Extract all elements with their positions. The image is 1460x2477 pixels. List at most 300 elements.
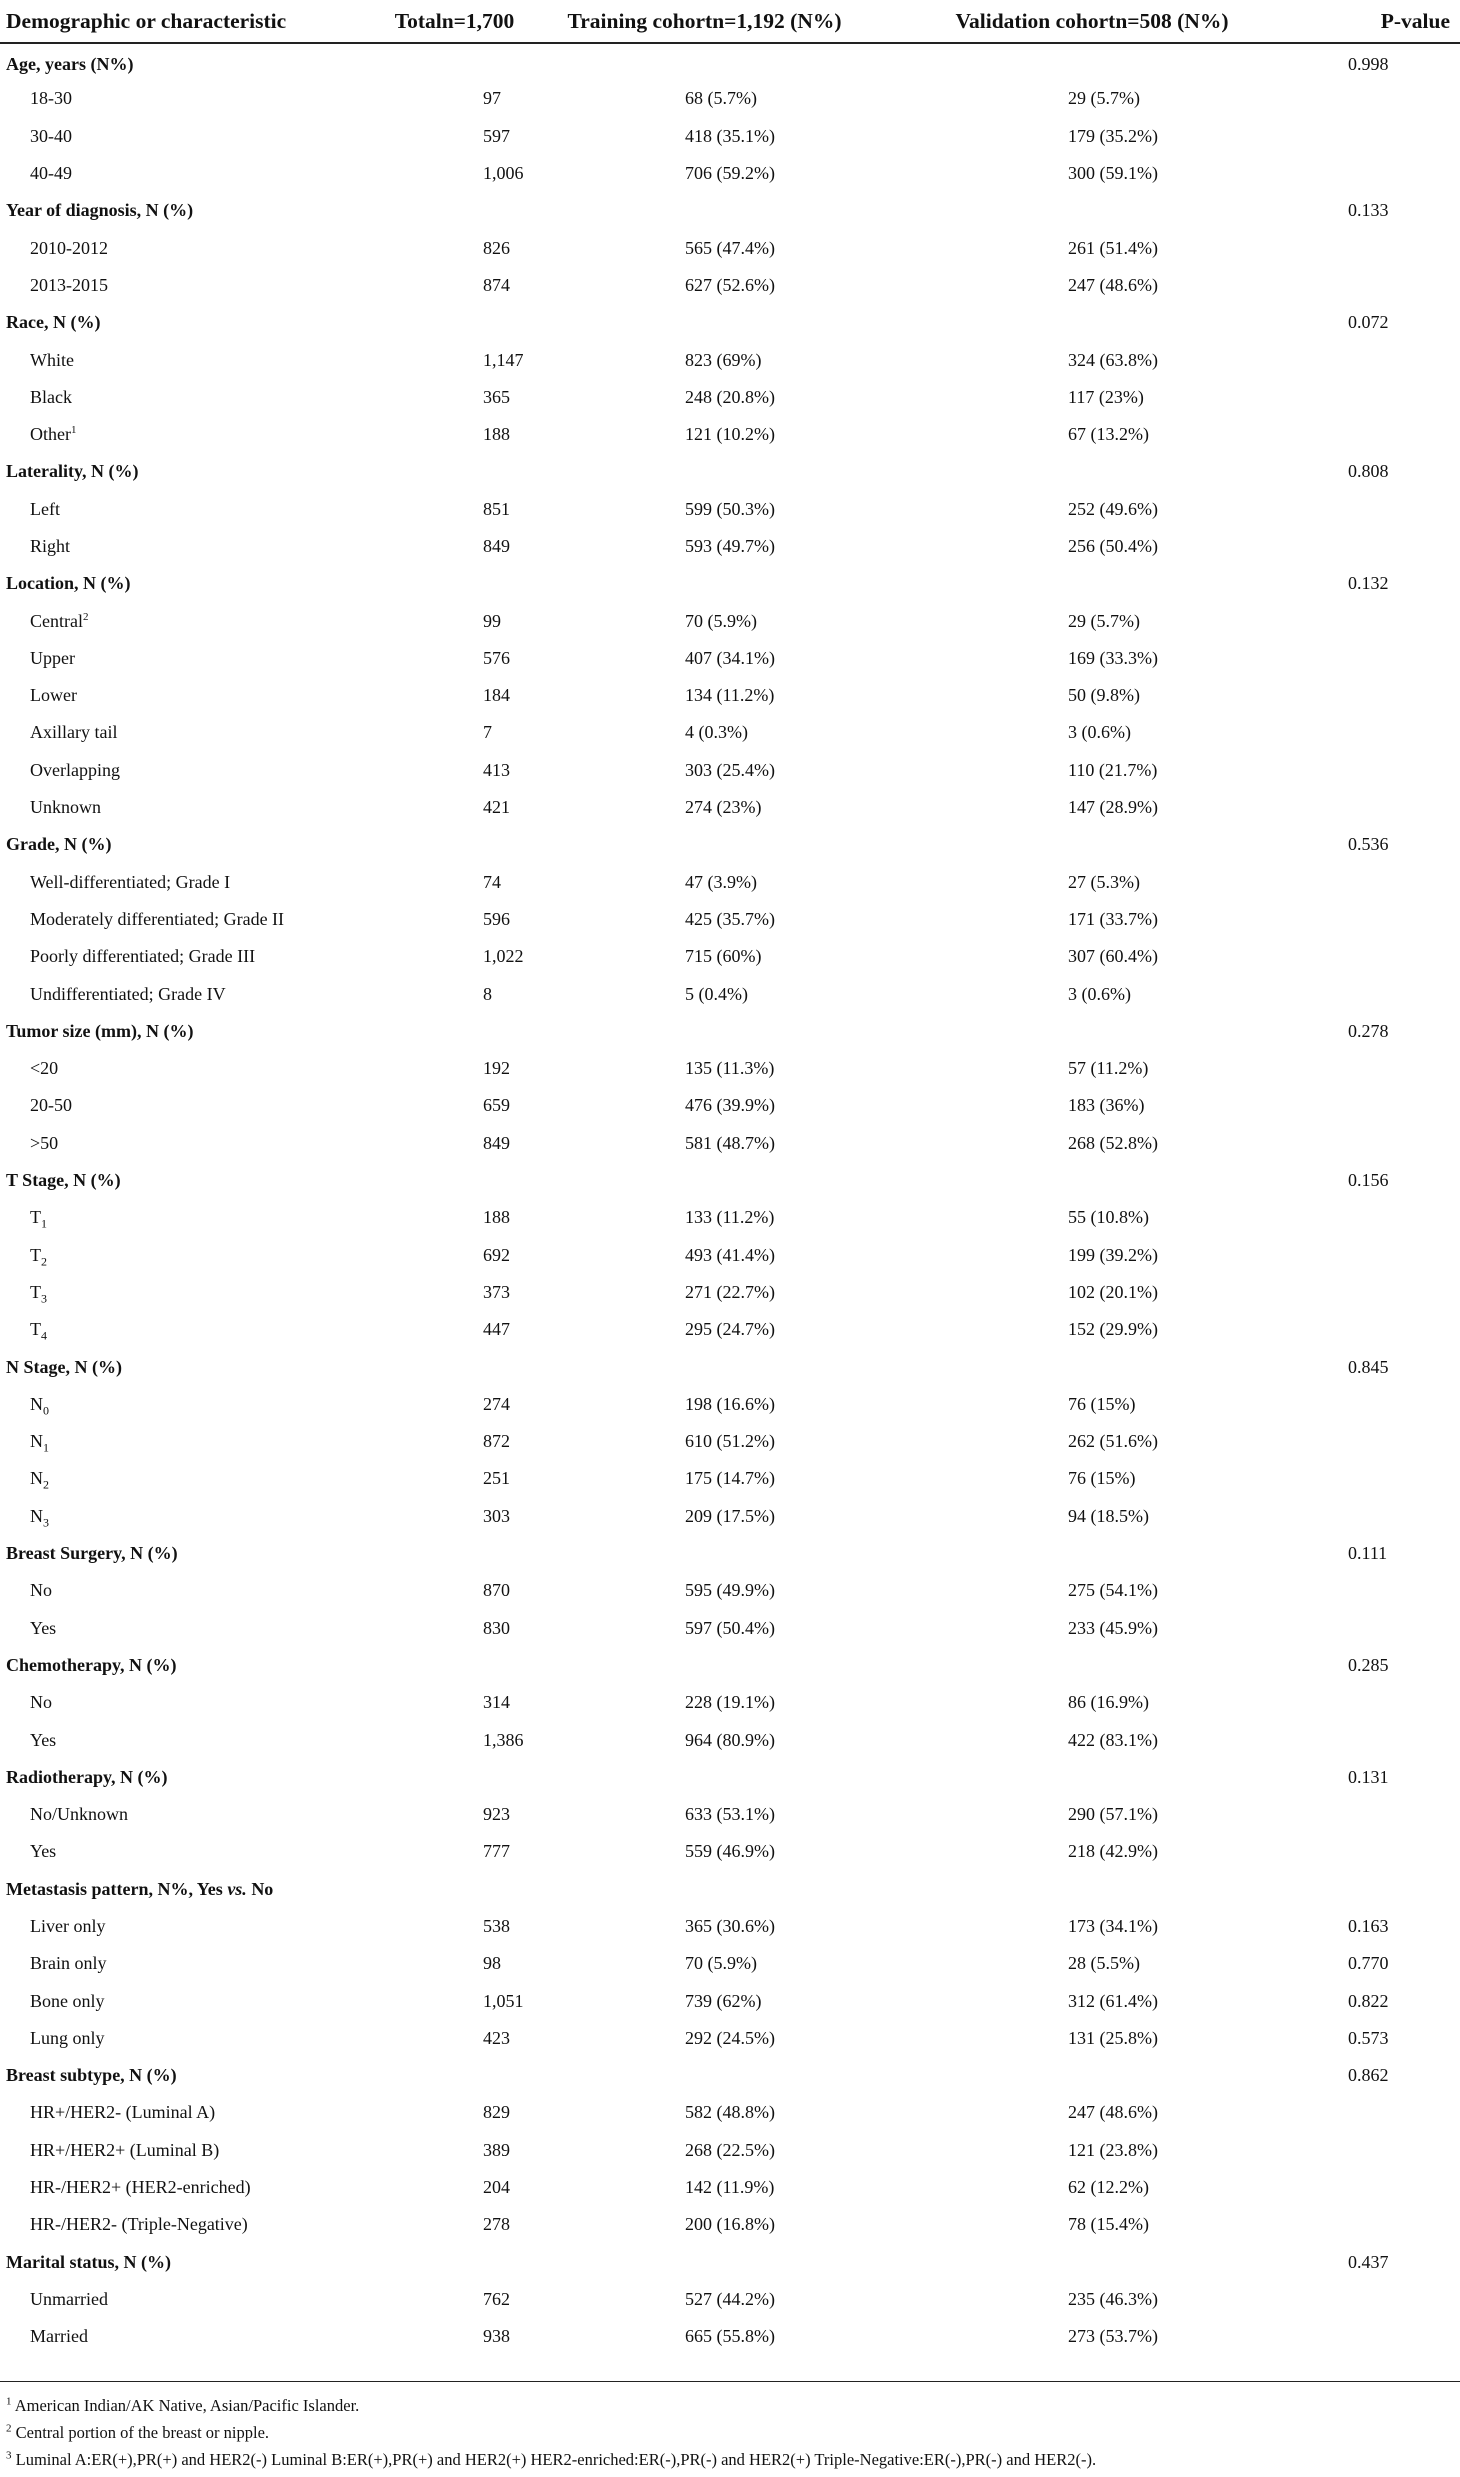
cell-total: [385, 1162, 530, 1199]
cell-p-value: [1305, 864, 1460, 901]
cell-total: [385, 341, 530, 378]
row-label: [0, 1162, 385, 1199]
row-label: [0, 2244, 385, 2281]
cell-training: [530, 1871, 885, 1908]
cell-total: [385, 1721, 530, 1758]
row-label: [0, 1759, 385, 1796]
label-footnote-mark: 1: [70, 424, 77, 437]
cell-validation-text: 173 (34.1%): [1068, 1915, 1158, 1936]
cell-total-text: 314: [483, 1692, 510, 1713]
cell-training: [530, 1721, 885, 1758]
cell-training: [530, 2206, 885, 2243]
cell-training-text: 5 (0.4%): [685, 983, 748, 1004]
cell-p-value: [1305, 1460, 1460, 1497]
row-label: [0, 864, 385, 901]
cell-total-text: 659: [483, 1095, 510, 1116]
cell-total: [385, 1125, 530, 1162]
row-label: [0, 1386, 385, 1423]
cell-training: [530, 267, 885, 304]
row-label-text: <20: [30, 1058, 59, 1079]
cell-total-text: 849: [483, 536, 510, 556]
cell-validation-text: 171 (33.7%): [1068, 908, 1158, 929]
cell-p-value: [1305, 1423, 1460, 1460]
row-label: [0, 304, 385, 341]
cell-validation: [885, 1796, 1305, 1833]
row-label-text: N Stage, N (%): [6, 1356, 122, 1377]
cell-training-text: 665 (55.8%): [685, 2326, 775, 2347]
cell-total: [385, 1199, 530, 1236]
cell-validation: [885, 789, 1305, 826]
cell-training-text: 365 (30.6%): [685, 1915, 775, 1936]
cell-p-value: [1305, 1013, 1460, 1050]
cell-total-text: 303: [483, 1505, 510, 1526]
cell-total: [385, 1274, 530, 1311]
row-label: [0, 1684, 385, 1721]
table-row: [0, 229, 1460, 266]
cell-training: [530, 2169, 885, 2206]
row-label: [0, 1348, 385, 1385]
cell-validation: [885, 1609, 1305, 1646]
cell-validation-text: 67 (13.2%): [1068, 424, 1149, 445]
row-label: [0, 1982, 385, 2019]
cell-training: [530, 2281, 885, 2318]
cell-p-value: [1305, 1871, 1460, 1908]
cell-total-text: 423: [483, 2027, 510, 2048]
cell-validation-text: 78 (15.4%): [1068, 2214, 1149, 2235]
cell-training-text: 135 (11.3%): [685, 1058, 775, 1079]
cell-validation: [885, 2318, 1305, 2355]
cell-total: [385, 1908, 530, 1945]
row-label-text: N: [30, 1505, 43, 1526]
cell-training: [530, 1759, 885, 1796]
cell-total: [385, 938, 530, 975]
row-label: [0, 826, 385, 863]
cell-p-value: [1305, 1908, 1460, 1945]
row-label-text: Yes: [30, 1841, 57, 1862]
cell-total: [385, 379, 530, 416]
row-label: [0, 453, 385, 490]
table-row: [0, 864, 1460, 901]
row-label: [0, 789, 385, 826]
cell-p-value: [1305, 1721, 1460, 1758]
cell-validation: [885, 267, 1305, 304]
cell-p-value: [1305, 491, 1460, 528]
row-label-text: N: [30, 1468, 43, 1489]
footnotes: [6, 2392, 1096, 2473]
table-row: [0, 1609, 1460, 1646]
cell-p-value: [1305, 1498, 1460, 1535]
cell-validation: [885, 2094, 1305, 2131]
cell-p-value: [1305, 1125, 1460, 1162]
cell-training: [530, 640, 885, 677]
cell-validation: [885, 640, 1305, 677]
cell-validation: [885, 1050, 1305, 1087]
table-row: [0, 1908, 1460, 1945]
cell-p-value: [1305, 379, 1460, 416]
cell-training: [530, 341, 885, 378]
row-label-text: Overlapping: [30, 759, 120, 780]
row-label-text: 20-50: [30, 1095, 72, 1116]
cell-p-value: [1305, 1572, 1460, 1609]
cell-validation-text: 324 (63.8%): [1068, 349, 1158, 370]
label-subscript: 2: [41, 1254, 47, 1269]
cell-training: [530, 2020, 885, 2057]
row-label-text: Upper: [30, 647, 75, 668]
table-body: [0, 43, 1460, 2355]
section-row: [0, 1013, 1460, 1050]
cell-total-text: 938: [483, 2326, 510, 2347]
cell-validation: [885, 2206, 1305, 2243]
cell-p-value: [1305, 229, 1460, 266]
row-label-text: Metastasis pattern, N%, Yes vs. No: [6, 1878, 274, 1899]
cell-p-value: [1305, 2318, 1460, 2355]
cell-p-value: [1305, 2057, 1460, 2094]
cell-p-value: [1305, 2244, 1460, 2281]
cell-total-text: 923: [483, 1804, 510, 1825]
row-label: [0, 155, 385, 192]
cell-training: [530, 1982, 885, 2019]
cell-p-value: [1305, 1274, 1460, 1311]
cell-p-value-text: 0.845: [1348, 1356, 1389, 1377]
table-row: [0, 2206, 1460, 2243]
row-label-text: T: [30, 1244, 41, 1265]
cell-total: [385, 1311, 530, 1348]
table-row: [0, 2318, 1460, 2355]
cell-training: [530, 192, 885, 229]
row-label: [0, 2169, 385, 2206]
cell-training: [530, 1237, 885, 1274]
row-label: [0, 2057, 385, 2094]
section-row: [0, 826, 1460, 863]
cell-total-text: 447: [483, 1319, 510, 1340]
cell-p-value: [1305, 2281, 1460, 2318]
cell-total: [385, 2057, 530, 2094]
cell-training: [530, 2057, 885, 2094]
cell-total-text: 872: [483, 1431, 510, 1452]
cell-validation: [885, 491, 1305, 528]
cell-total-text: 8: [483, 983, 492, 1004]
table-bottom-rule: [0, 2381, 1460, 2382]
footnote-2: [6, 2419, 1096, 2446]
cell-training-text: 133 (11.2%): [685, 1207, 775, 1228]
table-row: [0, 1721, 1460, 1758]
cell-validation-text: 275 (54.1%): [1068, 1580, 1158, 1601]
cell-training-text: 476 (39.9%): [685, 1095, 775, 1116]
table-row: [0, 1050, 1460, 1087]
cell-training-text: 610 (51.2%): [685, 1431, 775, 1452]
row-label-text: Race, N (%): [6, 312, 101, 333]
cell-p-value: [1305, 1087, 1460, 1124]
cell-validation: [885, 1535, 1305, 1572]
cell-total-text: 274: [483, 1393, 510, 1414]
row-label-text: Other: [30, 424, 71, 445]
cell-validation: [885, 826, 1305, 863]
footnote-3: [6, 2446, 1096, 2473]
cell-training: [530, 1125, 885, 1162]
section-row: [0, 1348, 1460, 1385]
row-label-text: Left: [30, 498, 60, 519]
cell-validation: [885, 1348, 1305, 1385]
cell-p-value-text: 0.132: [1348, 573, 1389, 594]
cell-total: [385, 826, 530, 863]
cell-training-text: 407 (34.1%): [685, 647, 775, 668]
cell-validation: [885, 1871, 1305, 1908]
row-label-text: 2013-2015: [30, 274, 108, 295]
cell-total: [385, 267, 530, 304]
cell-p-value: [1305, 826, 1460, 863]
cell-training-text: 418 (35.1%): [685, 125, 775, 146]
row-label: [0, 1535, 385, 1572]
cell-training: [530, 602, 885, 639]
cell-total-text: 874: [483, 274, 510, 295]
cell-total: [385, 2281, 530, 2318]
row-label-text: Lung only: [30, 2027, 105, 2048]
cell-p-value: [1305, 155, 1460, 192]
cell-total-text: 829: [483, 2102, 510, 2123]
cell-training-text: 599 (50.3%): [685, 498, 775, 519]
cell-p-value: [1305, 192, 1460, 229]
cell-training: [530, 528, 885, 565]
table-row: [0, 2020, 1460, 2057]
cell-total: [385, 453, 530, 490]
cell-training-text: 739 (62%): [685, 1990, 762, 2011]
cell-training: [530, 155, 885, 192]
section-row: [0, 1871, 1460, 1908]
cell-p-value: [1305, 1833, 1460, 1870]
footnote-mark: 2: [6, 2422, 12, 2435]
cell-total-text: 851: [483, 498, 510, 519]
cell-training-text: 209 (17.5%): [685, 1505, 775, 1526]
cell-training-text: 47 (3.9%): [685, 871, 757, 892]
cell-validation: [885, 1721, 1305, 1758]
cell-validation: [885, 1572, 1305, 1609]
cell-total: [385, 602, 530, 639]
cell-total: [385, 1945, 530, 1982]
row-label-text: Unmarried: [30, 2288, 108, 2309]
cell-total: [385, 2206, 530, 2243]
cell-total-text: 777: [483, 1841, 510, 1862]
cell-validation-text: 152 (29.9%): [1068, 1319, 1158, 1340]
row-label-text: Undifferentiated; Grade IV: [30, 983, 226, 1004]
cell-validation: [885, 1087, 1305, 1124]
cell-total: [385, 491, 530, 528]
cell-validation: [885, 118, 1305, 155]
row-label: [0, 2281, 385, 2318]
cell-total: [385, 901, 530, 938]
cell-training-text: 200 (16.8%): [685, 2214, 775, 2235]
cell-total-text: 97: [483, 88, 501, 109]
cell-p-value-text: 0.131: [1348, 1766, 1389, 1787]
cell-total: [385, 1572, 530, 1609]
cell-p-value: [1305, 752, 1460, 789]
row-label-text: T: [30, 1207, 41, 1228]
table-row: [0, 901, 1460, 938]
row-label: [0, 975, 385, 1012]
cell-validation-text: 199 (39.2%): [1068, 1244, 1158, 1265]
cell-training: [530, 80, 885, 117]
cell-training-text: 425 (35.7%): [685, 908, 775, 929]
cell-training: [530, 1796, 885, 1833]
cell-p-value: [1305, 416, 1460, 453]
cell-total-text: 184: [483, 685, 510, 706]
cell-total: [385, 1647, 530, 1684]
table-row: [0, 2094, 1460, 2131]
cell-validation: [885, 1460, 1305, 1497]
cell-validation: [885, 155, 1305, 192]
row-label-text: Unknown: [30, 797, 101, 818]
section-row: [0, 43, 1460, 80]
cell-training: [530, 901, 885, 938]
row-label: [0, 752, 385, 789]
cell-training: [530, 2318, 885, 2355]
table-row: [0, 80, 1460, 117]
cell-total-text: 1,386: [483, 1729, 524, 1750]
row-label: [0, 2206, 385, 2243]
row-label: [0, 1647, 385, 1684]
cell-total: [385, 2244, 530, 2281]
cell-total: [385, 789, 530, 826]
row-label-text: 2010-2012: [30, 237, 108, 258]
cell-validation-text: 169 (33.3%): [1068, 647, 1158, 668]
cell-validation-text: 256 (50.4%): [1068, 536, 1158, 556]
cell-total: [385, 1013, 530, 1050]
cell-validation-text: 262 (51.6%): [1068, 1431, 1158, 1452]
cell-validation: [885, 2132, 1305, 2169]
cell-total: [385, 1423, 530, 1460]
cell-validation: [885, 677, 1305, 714]
cell-training: [530, 1050, 885, 1087]
cell-p-value-text: 0.278: [1348, 1020, 1389, 1041]
row-label-text: White: [30, 349, 74, 370]
cell-p-value: [1305, 602, 1460, 639]
cell-training: [530, 565, 885, 602]
cell-validation-text: 233 (45.9%): [1068, 1617, 1158, 1638]
table-row: [0, 528, 1460, 565]
cell-training: [530, 2132, 885, 2169]
table-row: [0, 1125, 1460, 1162]
cell-validation-text: 117 (23%): [1068, 386, 1144, 407]
row-label-text: Black: [30, 386, 72, 407]
cell-total-text: 98: [483, 1953, 501, 1974]
cell-validation: [885, 192, 1305, 229]
table-row: [0, 267, 1460, 304]
cell-validation-text: 94 (18.5%): [1068, 1505, 1149, 1526]
row-label: [0, 2318, 385, 2355]
cell-total-text: 1,022: [483, 946, 524, 967]
row-label-text: Moderately differentiated; Grade II: [30, 908, 285, 929]
row-label: [0, 2020, 385, 2057]
cell-p-value: [1305, 1982, 1460, 2019]
cell-training: [530, 1498, 885, 1535]
row-label: [0, 1311, 385, 1348]
cell-p-value-text: 0.573: [1348, 2027, 1389, 2048]
cell-training: [530, 416, 885, 453]
cell-total: [385, 975, 530, 1012]
table-row: [0, 1796, 1460, 1833]
row-label: [0, 1423, 385, 1460]
cell-total: [385, 1460, 530, 1497]
cell-validation-text: 110 (21.7%): [1068, 759, 1158, 780]
cell-validation-text: 3 (0.6%): [1068, 983, 1131, 1004]
cell-validation-text: 183 (36%): [1068, 1095, 1145, 1116]
label-subscript: 0: [43, 1403, 49, 1418]
row-label-text: Yes: [30, 1617, 57, 1638]
table-row: [0, 1982, 1460, 2019]
row-label-text: No: [30, 1692, 52, 1713]
row-label: [0, 1199, 385, 1236]
cell-total-text: 192: [483, 1058, 510, 1079]
cell-validation-text: 50 (9.8%): [1068, 685, 1140, 706]
row-label-text: 30-40: [30, 125, 72, 146]
cell-training: [530, 379, 885, 416]
section-row: [0, 304, 1460, 341]
cell-total: [385, 1535, 530, 1572]
cell-validation: [885, 1833, 1305, 1870]
cell-total: [385, 864, 530, 901]
cell-validation: [885, 1684, 1305, 1721]
cell-training: [530, 975, 885, 1012]
cell-training-text: 565 (47.4%): [685, 237, 775, 258]
cell-total: [385, 565, 530, 602]
cell-total: [385, 2169, 530, 2206]
row-label: [0, 229, 385, 266]
row-label: [0, 341, 385, 378]
cell-p-value-text: 0.536: [1348, 834, 1389, 855]
cell-total: [385, 677, 530, 714]
cell-p-value: [1305, 677, 1460, 714]
cell-p-value: [1305, 938, 1460, 975]
row-label: [0, 677, 385, 714]
table-row: [0, 752, 1460, 789]
cell-p-value: [1305, 1237, 1460, 1274]
cell-training: [530, 677, 885, 714]
cell-total-text: 762: [483, 2288, 510, 2309]
row-label-text: Well-differentiated; Grade I: [30, 871, 231, 892]
cell-total: [385, 2094, 530, 2131]
row-label: [0, 416, 385, 453]
section-row: [0, 2057, 1460, 2094]
cell-total: [385, 1348, 530, 1385]
table-row: [0, 640, 1460, 677]
cell-p-value: [1305, 901, 1460, 938]
cell-training: [530, 714, 885, 751]
header-training: Training cohortn=1,192 (N%): [530, 0, 885, 43]
cell-p-value: [1305, 1647, 1460, 1684]
cell-training: [530, 1348, 885, 1385]
cell-training: [530, 938, 885, 975]
cell-p-value-text: 0.862: [1348, 2065, 1389, 2086]
cell-p-value: [1305, 118, 1460, 155]
table-row: [0, 1833, 1460, 1870]
cell-total-text: 7: [483, 722, 492, 743]
row-label: [0, 528, 385, 565]
cell-validation-text: 3 (0.6%): [1068, 722, 1131, 743]
cell-validation-text: 57 (11.2%): [1068, 1058, 1149, 1079]
row-label: [0, 714, 385, 751]
cell-p-value-text: 0.437: [1348, 2251, 1389, 2272]
cell-p-value: [1305, 528, 1460, 565]
cell-p-value: [1305, 2206, 1460, 2243]
cell-validation-text: 29 (5.7%): [1068, 610, 1140, 631]
cell-total-text: 1,051: [483, 1990, 524, 2011]
row-label: [0, 1871, 385, 1908]
cell-validation-text: 147 (28.9%): [1068, 797, 1158, 818]
cell-training: [530, 1162, 885, 1199]
row-label-text: >50: [30, 1132, 59, 1153]
cell-p-value-text: 0.998: [1348, 53, 1389, 74]
cell-p-value-text: 0.133: [1348, 200, 1389, 221]
cell-validation: [885, 2281, 1305, 2318]
